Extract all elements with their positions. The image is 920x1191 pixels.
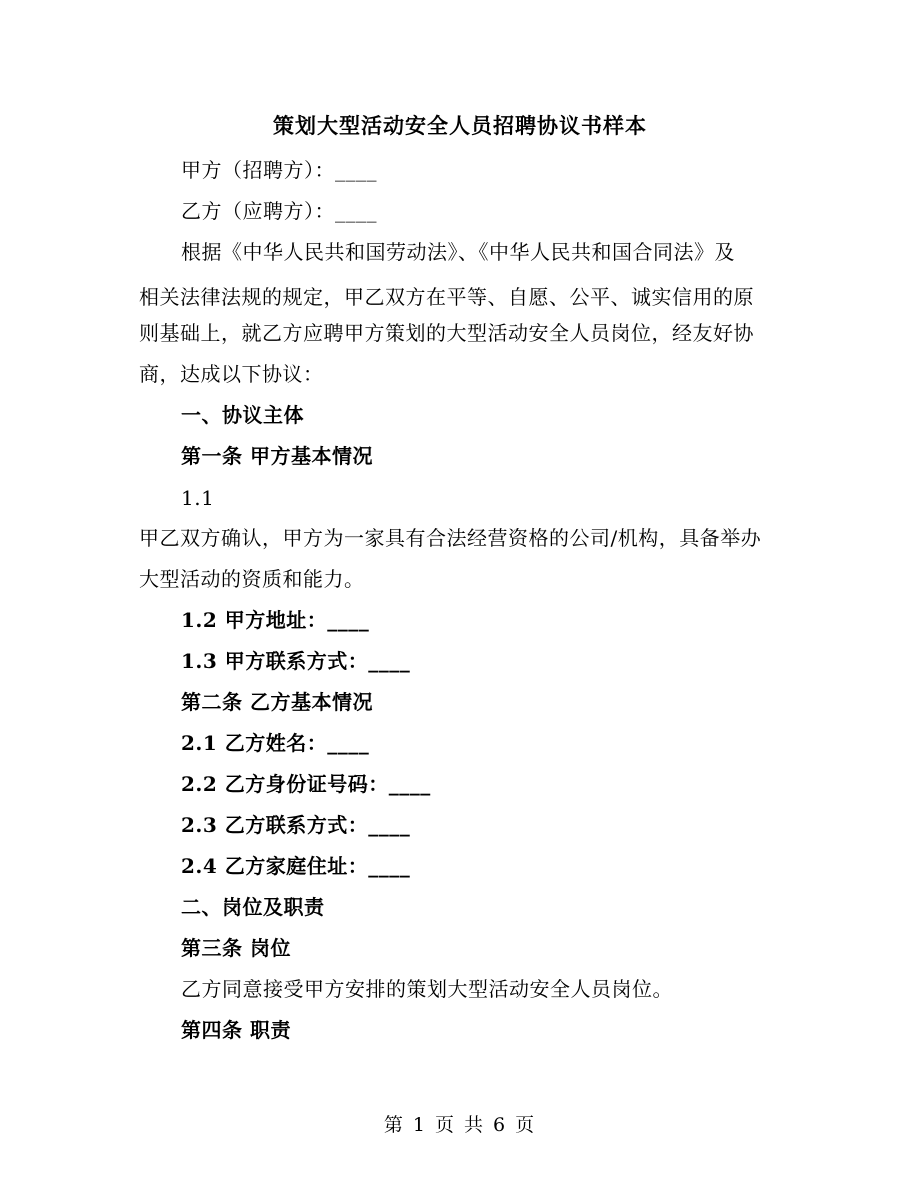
preamble-line-2: 相关法律法规的规定，甲乙双方在平等、自愿、公平、诚实信用的原 [139,285,754,309]
page-indicator: 第 1 页 共 6 页 [383,1114,537,1136]
document-title: 策划大型活动安全人员招聘协议书样本 [273,113,647,138]
clause-2-2: 2.2 乙方身份证号码：____ [181,772,431,796]
section-heading-1: 一、协议主体 [181,403,304,427]
clause-1-3: 1.3 甲方联系方式：____ [181,649,411,673]
article-heading-1: 第一条 甲方基本情况 [181,444,373,468]
article-3-text: 乙方同意接受甲方安排的策划大型活动安全人员岗位。 [181,977,673,1001]
section-heading-2: 二、岗位及职责 [181,895,325,919]
clause-2-3: 2.3 乙方联系方式：____ [181,813,411,837]
party-b-line: 乙方（应聘方）：____ [181,199,377,223]
preamble-line-1: 根据《中华人民共和国劳动法》、《中华人民共和国合同法》及 [181,240,735,264]
preamble-line-4: 商，达成以下协议： [139,362,324,386]
preamble-line-3: 则基础上，就乙方应聘甲方策划的大型活动安全人员岗位，经友好协 [139,321,754,345]
clause-1-1-number: 1.1 [181,486,215,510]
clause-2-1: 2.1 乙方姓名：____ [181,731,370,755]
clause-2-4: 2.4 乙方家庭住址：____ [181,854,411,878]
article-heading-3: 第三条 岗位 [181,936,291,960]
article-heading-2: 第二条 乙方基本情况 [181,690,373,714]
article-heading-4: 第四条 职责 [181,1018,291,1042]
clause-1-1-text-2: 大型活动的资质和能力。 [139,567,365,591]
party-a-line: 甲方（招聘方）：____ [181,158,377,182]
clause-1-2: 1.2 甲方地址：____ [181,608,370,632]
clause-1-1-text-1: 甲乙双方确认，甲方为一家具有合法经营资格的公司/机构，具备举办 [139,526,762,550]
